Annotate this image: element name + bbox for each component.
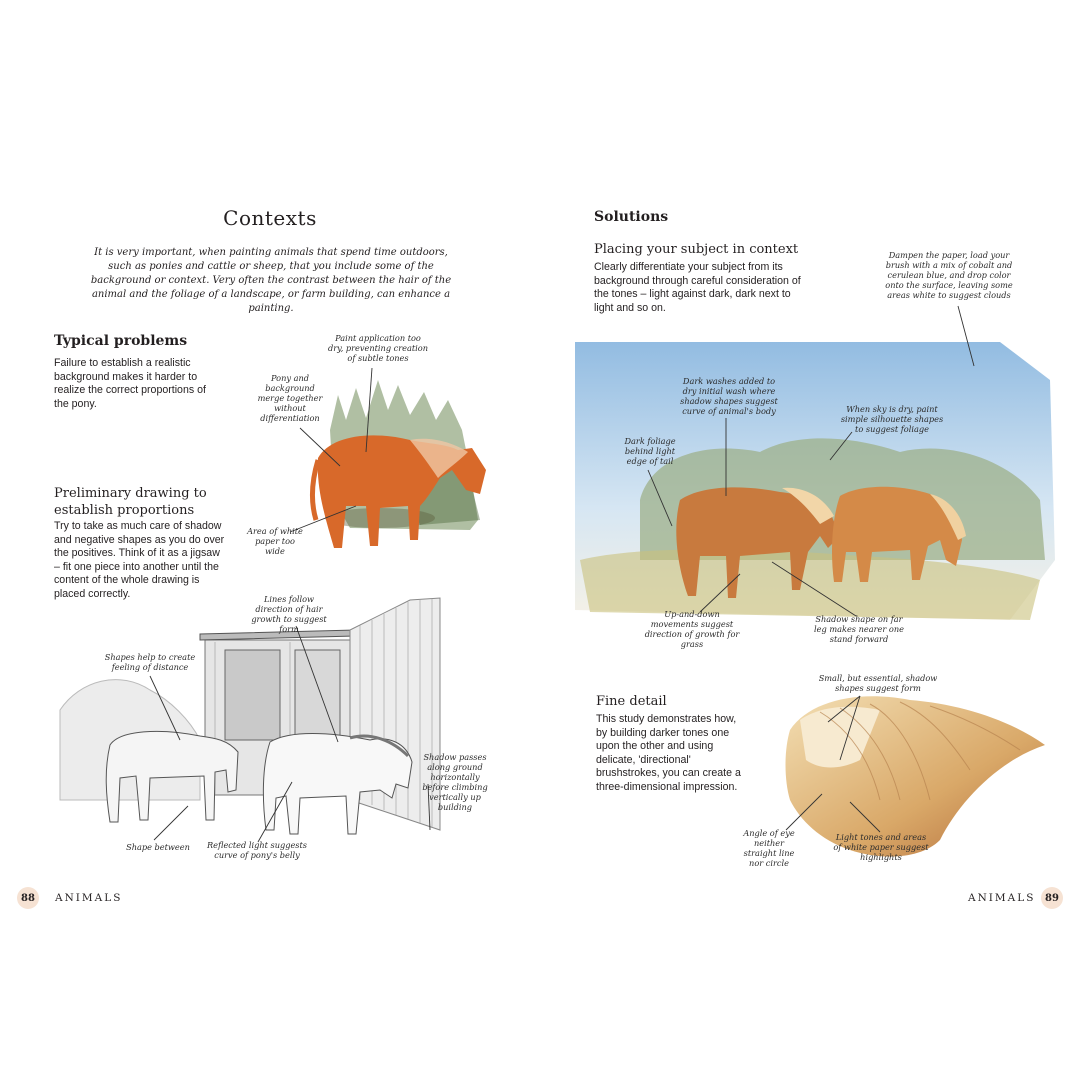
note-white-paper: Area of white paper too wide xyxy=(247,526,303,556)
running-head-right: ANIMALS xyxy=(968,892,1036,904)
note-shadow-leg: Shadow shape on far leg makes nearer one stand forward xyxy=(814,614,904,644)
note-shadow-passes: Shadow passes along ground horizontally before climbing vertically up building xyxy=(422,752,488,812)
heading-fine-detail: Fine detail xyxy=(596,694,667,709)
note-dark-foliage: Dark foliage behind light edge of tail xyxy=(624,436,676,466)
running-head-left: ANIMALS xyxy=(55,892,123,904)
note-reflected-light: Reflected light suggests curve of pony's belly xyxy=(206,840,308,860)
note-light-tones: Light tones and areas of white paper suggest highlights xyxy=(833,832,929,862)
fine-detail-text: This study demonstrates how, by building darker tones one upon the other and using delicate, 'directional' brushstrokes, you can create a three-dimensional impression. xyxy=(596,713,741,793)
page-title-contexts: Contexts xyxy=(223,206,317,230)
note-shapes-help: Shapes help to create feeling of distance xyxy=(104,652,196,672)
page-number-right: 89 xyxy=(1041,887,1063,909)
heading-typical-problems: Typical problems xyxy=(54,333,188,349)
note-shape-between: Shape between xyxy=(126,842,190,852)
note-angle-eye: Angle of eye neither straight line nor circle xyxy=(743,828,795,868)
landscape-watercolor xyxy=(575,342,1055,620)
typical-problems-text: Failure to establish a realistic background makes it harder to realize the correct proportions of the pony. xyxy=(54,357,206,410)
note-lines-follow: Lines follow direction of hair growth to suggest form xyxy=(251,594,327,634)
intro-paragraph: It is very important, when painting animals that spend time outdoors, such as ponies and cattle or sheep, that you include some of the background or context. Very often the contrast between the hair of the animal and the foliage of a landscape, or farm building, can enhance a painting. xyxy=(90,247,452,314)
preliminary-drawing-text: Try to take as much care of shadow and negative shapes as you do over the positives. Think of it as a jigsaw – fit one piece into another until the content of the whole drawing is placed correctly. xyxy=(54,520,225,600)
note-pony-merge: Pony and background merge together without differentiation xyxy=(257,373,323,423)
page-title-solutions: Solutions xyxy=(594,209,669,225)
note-small-essential: Small, but essential, shadow shapes suggest form xyxy=(818,673,938,693)
note-dark-washes: Dark washes added to dry initial wash where shadow shapes suggest curve of animal's body xyxy=(680,376,778,416)
note-paint-dry: Paint application too dry, preventing creation of subtle tones xyxy=(328,333,429,363)
note-up-down: Up-and-down movements suggest direction of growth for grass xyxy=(644,609,740,649)
heading-placing-subject: Placing your subject in context xyxy=(594,242,799,257)
heading-preliminary-drawing: Preliminary drawing to establish proportions xyxy=(54,486,207,518)
page-number-left: 88 xyxy=(17,887,39,909)
note-dampen: Dampen the paper, load your brush with a mix of cobalt and cerulean blue, and drop color onto the surface, leaving some areas white to suggest clouds xyxy=(885,250,1013,300)
note-sky-dry: When sky is dry, paint simple silhouette shapes to suggest foliage xyxy=(840,404,944,434)
placing-subject-text: Clearly differentiate your subject from its background through careful consideration of the tones – light against dark, dark next to light and so on. xyxy=(594,261,801,314)
